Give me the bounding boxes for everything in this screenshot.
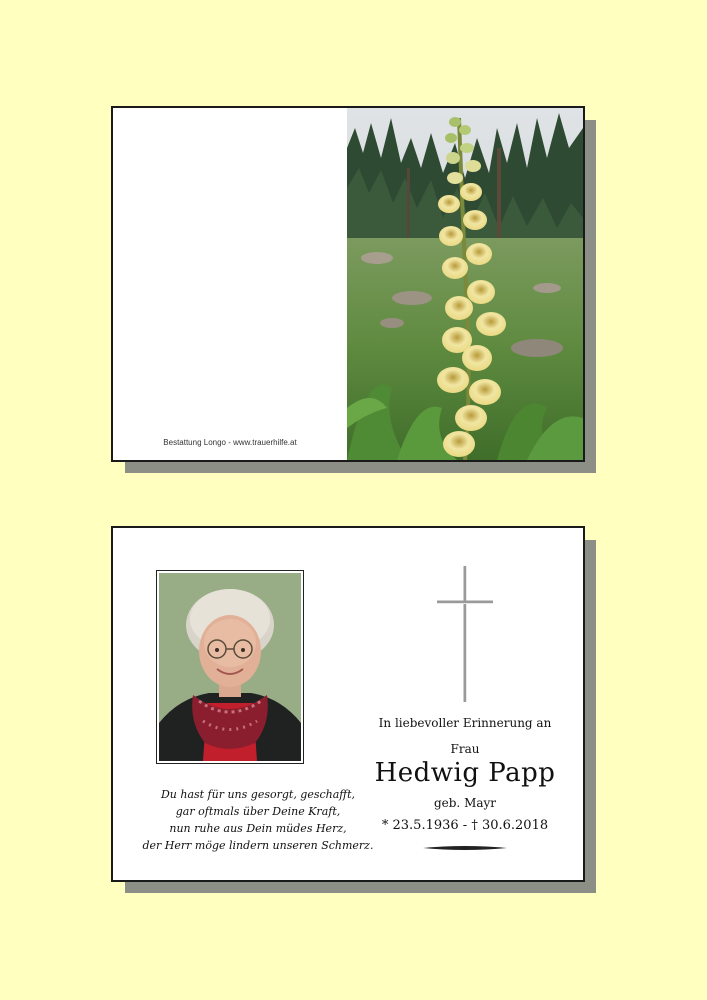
cross-icon bbox=[435, 564, 495, 704]
poem-line: gar oftmals über Deine Kraft, bbox=[175, 805, 341, 818]
birth-name: geb. Mayr bbox=[433, 796, 497, 810]
foxglove-photo-image bbox=[347, 108, 583, 460]
poem-line: der Herr möge lindern unseren Schmerz. bbox=[142, 839, 374, 852]
card-front bbox=[111, 106, 585, 462]
deceased-name: Hedwig Papp bbox=[374, 758, 556, 788]
portrait-photo bbox=[156, 570, 304, 764]
card-inside bbox=[111, 526, 585, 882]
foxglove-photo bbox=[347, 108, 583, 460]
life-dates: * 23.5.1936 - † 30.6.2018 bbox=[381, 818, 549, 833]
card-back-panel bbox=[113, 108, 347, 460]
imprint-text: Bestattung Longo - www.trauerhilfe.at bbox=[163, 438, 297, 447]
in-memory-text: In liebevoller Erinnerung an bbox=[378, 716, 552, 730]
poem-line: Du hast für uns gesorgt, geschafft, bbox=[160, 788, 356, 801]
poem-line: nun ruhe aus Dein müdes Herz, bbox=[169, 822, 347, 835]
divider-ornament-icon bbox=[423, 844, 507, 852]
portrait-image bbox=[159, 573, 301, 761]
salutation-text: Frau bbox=[450, 742, 480, 756]
